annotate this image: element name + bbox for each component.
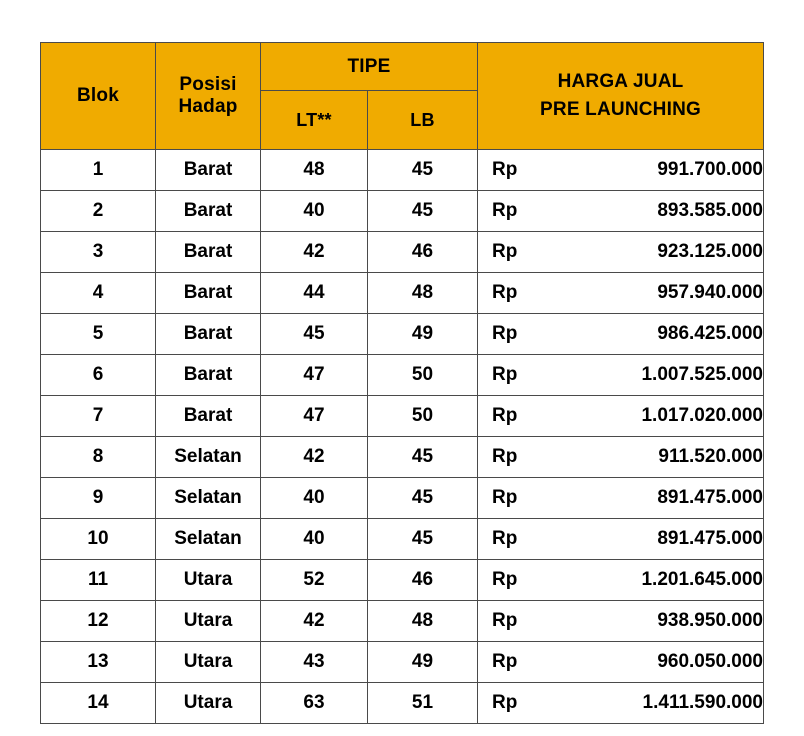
cell-lt: 40 [261,478,368,519]
cell-posisi-hadap: Utara [156,601,261,642]
cell-lt: 52 [261,560,368,601]
cell-lt: 42 [261,601,368,642]
currency-label: Rp [492,364,518,385]
cell-posisi-hadap: Barat [156,396,261,437]
currency-label: Rp [492,241,518,262]
cell-posisi-hadap: Barat [156,355,261,396]
cell-lb: 51 [368,683,478,724]
cell-lt: 63 [261,683,368,724]
cell-harga-jual [478,150,764,191]
cell-blok: 11 [41,560,156,601]
cell-lb: 49 [368,642,478,683]
currency-label: Rp [492,200,518,221]
cell-lb: 45 [368,519,478,560]
price-table-wrapper [40,42,763,724]
cell-harga-jual [478,478,764,519]
price-amount: 991.700.000 [657,159,763,180]
table-row [41,478,764,519]
cell-blok: 10 [41,519,156,560]
harga-jual-line1: HARGA JUAL [557,71,684,93]
cell-lt: 47 [261,396,368,437]
price-amount: 960.050.000 [657,651,763,672]
table-row [41,314,764,355]
cell-blok: 8 [41,437,156,478]
cell-harga-jual [478,519,764,560]
cell-posisi-hadap: Selatan [156,437,261,478]
cell-harga-jual [478,601,764,642]
cell-lt: 40 [261,191,368,232]
column-header-blok: Blok [41,43,156,150]
cell-lt: 43 [261,642,368,683]
cell-lb: 49 [368,314,478,355]
cell-lt: 44 [261,273,368,314]
cell-lb: 45 [368,437,478,478]
cell-blok: 6 [41,355,156,396]
table-row [41,273,764,314]
currency-label: Rp [492,282,518,303]
currency-label: Rp [492,159,518,180]
cell-posisi-hadap: Utara [156,642,261,683]
column-header-posisi-hadap [156,43,261,150]
price-amount: 923.125.000 [657,241,763,262]
posisi-hadap-line1: Posisi [179,74,237,95]
table-row [41,519,764,560]
table-row [41,601,764,642]
cell-harga-jual [478,437,764,478]
cell-lb: 45 [368,478,478,519]
price-amount: 938.950.000 [657,610,763,631]
cell-harga-jual [478,396,764,437]
cell-lb: 50 [368,396,478,437]
cell-lt: 42 [261,437,368,478]
cell-posisi-hadap: Barat [156,273,261,314]
price-amount: 1.411.590.000 [642,692,763,713]
currency-label: Rp [492,446,518,467]
price-amount: 1.201.645.000 [641,569,763,590]
price-amount: 893.585.000 [657,200,763,221]
cell-lt: 42 [261,232,368,273]
currency-label: Rp [492,323,518,344]
currency-label: Rp [492,405,518,426]
currency-label: Rp [492,692,518,713]
cell-posisi-hadap: Selatan [156,519,261,560]
table-row [41,355,764,396]
cell-blok: 13 [41,642,156,683]
cell-lt: 45 [261,314,368,355]
cell-posisi-hadap: Barat [156,314,261,355]
column-header-lb: LB [368,91,478,150]
cell-blok: 2 [41,191,156,232]
cell-posisi-hadap: Utara [156,560,261,601]
cell-lb: 48 [368,273,478,314]
cell-lb: 45 [368,191,478,232]
cell-blok: 7 [41,396,156,437]
cell-posisi-hadap: Barat [156,232,261,273]
cell-harga-jual [478,683,764,724]
currency-label: Rp [492,528,518,549]
cell-lt: 48 [261,150,368,191]
cell-blok: 1 [41,150,156,191]
harga-jual-line2: PRE LAUNCHING [540,99,701,120]
cell-posisi-hadap: Selatan [156,478,261,519]
price-table [40,42,764,724]
posisi-hadap-line2: Hadap [178,96,238,117]
price-amount: 911.520.000 [658,446,763,467]
table-header [41,43,764,150]
cell-posisi-hadap: Barat [156,150,261,191]
table-row [41,150,764,191]
currency-label: Rp [492,610,518,631]
cell-harga-jual [478,314,764,355]
cell-lb: 48 [368,601,478,642]
table-row [41,396,764,437]
cell-harga-jual [478,355,764,396]
price-amount: 1.017.020.000 [641,405,763,426]
currency-label: Rp [492,569,518,590]
price-amount: 957.940.000 [657,282,763,303]
price-amount: 1.007.525.000 [641,364,763,385]
column-header-harga-jual [478,43,764,150]
cell-blok: 12 [41,601,156,642]
table-row [41,683,764,724]
cell-harga-jual [478,642,764,683]
table-row [41,232,764,273]
price-amount: 891.475.000 [657,528,763,549]
cell-blok: 14 [41,683,156,724]
cell-lt: 40 [261,519,368,560]
header-row-top [41,43,764,91]
cell-blok: 3 [41,232,156,273]
cell-lb: 45 [368,150,478,191]
price-amount: 986.425.000 [657,323,763,344]
cell-posisi-hadap: Barat [156,191,261,232]
currency-label: Rp [492,487,518,508]
column-header-lt: LT** [261,91,368,150]
cell-lb: 50 [368,355,478,396]
price-amount: 891.475.000 [657,487,763,508]
table-row [41,191,764,232]
cell-blok: 4 [41,273,156,314]
cell-harga-jual [478,191,764,232]
cell-lb: 46 [368,560,478,601]
cell-blok: 5 [41,314,156,355]
cell-lb: 46 [368,232,478,273]
cell-harga-jual [478,560,764,601]
cell-harga-jual [478,232,764,273]
column-header-tipe: TIPE [261,43,478,91]
cell-blok: 9 [41,478,156,519]
cell-harga-jual [478,273,764,314]
table-row [41,437,764,478]
currency-label: Rp [492,651,518,672]
cell-lt: 47 [261,355,368,396]
table-body [41,150,764,724]
cell-posisi-hadap: Utara [156,683,261,724]
table-row [41,560,764,601]
table-row [41,642,764,683]
